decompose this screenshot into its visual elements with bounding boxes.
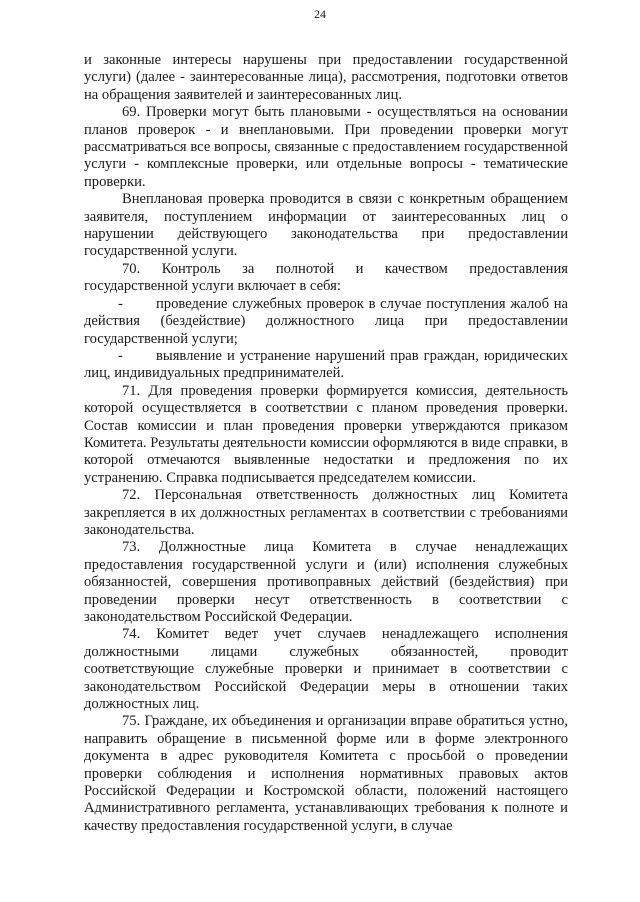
list-dash: - — [118, 295, 123, 312]
paragraph-72: 72. Персональная ответственность должностных лиц Комитета закрепляется в их должностных регламентах в соответствии с требованиями законодательства. — [84, 487, 568, 538]
paragraph-continuation: и законные интересы нарушены при предоставлении государственной услуги) (далее - заинтересованные лица), рассмотрения, подготовки ответов на обращения заявителей и заинтересованных лиц. — [84, 52, 568, 103]
paragraph-69: 69. Проверки могут быть плановыми - осуществляться на основании планов проверок - и внеплановыми. При проведении проверки могут рассматриваться все вопросы, связанные с предоставлением государственной услуги - комплексные проверки, или отдельные вопросы - тематические проверки. — [84, 104, 568, 190]
paragraph-73: 73. Должностные лица Комитета в случае ненадлежащих предоставления государственной услуги и (или) исполнения служебных обязанностей, совершения противоправных действий (бездействия) при проведении проверки несут ответственность в соответствии с законодательством Российской Федерации. — [84, 539, 568, 625]
document-body — [84, 52, 568, 835]
paragraph-74: 74. Комитет ведет учет случаев ненадлежащего исполнения должностными лицами служебных обязанностей, проводит соответствующие служебные проверки и принимает в соответствии с законодательством Российской Федерации меры в отношении таких должностных лиц. — [84, 626, 568, 713]
paragraph-75: 75. Граждане, их объединения и организации вправе обратиться устно, направить обращение в письменной форме или в форме электронного документа в адрес руководителя Комитета с просьбой о проведении проверки соблюдения и исполнения нормативных правовых актов Российской Федерации и Костромской области, положений настоящего Административного регламента, устанавливающих требования к полноте и качеству предоставления государственной услуги, в случае — [84, 713, 568, 834]
page-number: 24 — [314, 7, 326, 21]
paragraph-70: 70. Контроль за полнотой и качеством предоставления государственной услуги включает в себя: — [84, 260, 568, 295]
list-item-text: проведение служебных проверок в случае поступления жалоб на действия (бездействие) должностного лица при предоставлении государственной услуги; — [84, 295, 568, 347]
list-item-text: выявление и устранение нарушений прав граждан, юридических лиц, индивидуальных предпринимателей. — [84, 347, 568, 382]
list-item — [84, 348, 568, 383]
paragraph-71: 71. Для проведения проверки формируется комиссия, деятельность которой осуществляется в соответствии с планом проведения проверки. Состав комиссии и план проведения проверки утверждаются приказом Комитета. Результаты деятельности комиссии оформляются в виде справки, в которой отмечаются выявленные недостатки и предложения по их устранению. Справка подписывается председателем комиссии. — [84, 382, 568, 486]
paragraph-unscheduled-inspection: Внеплановая проверка проводится в связи с конкретным обращением заявителя, поступлением информации от заинтересованных лиц о нарушении действующего законодательства при предоставлении государственной услуги. — [84, 191, 568, 260]
list-dash: - — [118, 347, 123, 364]
list-item — [84, 296, 568, 348]
